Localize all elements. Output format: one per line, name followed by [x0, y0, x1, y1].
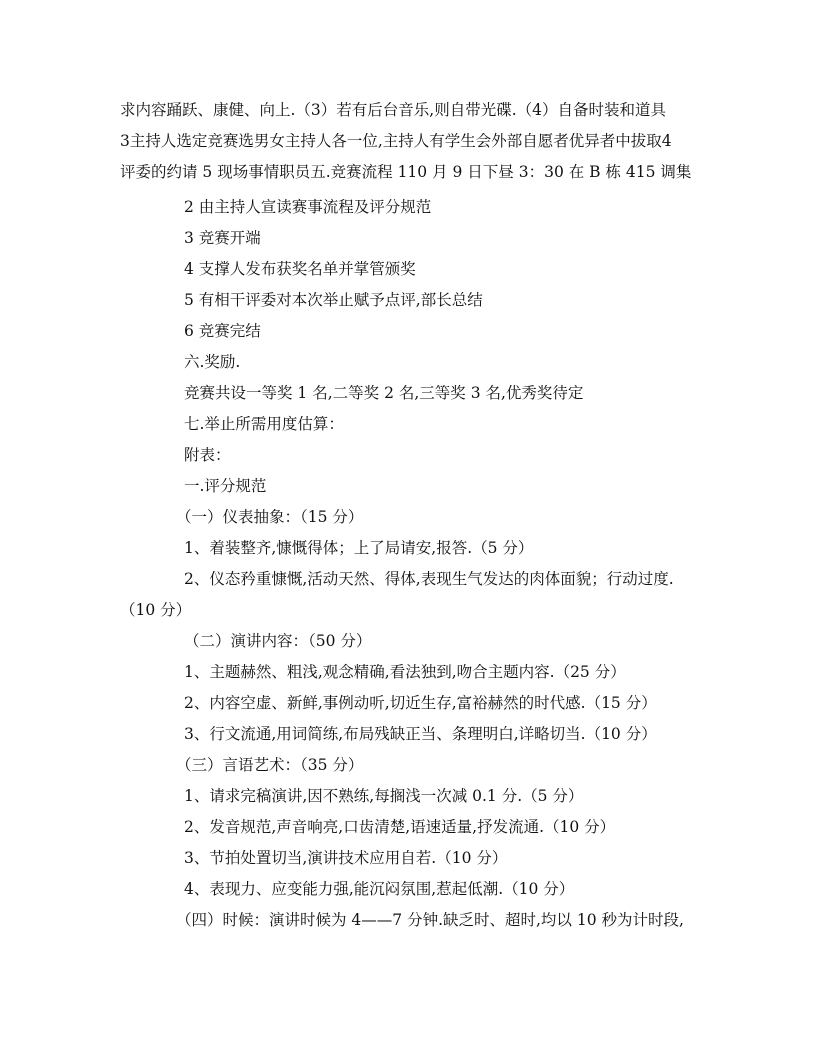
text-line: 求内容踊跃、康健、向上.（3）若有后台音乐,则自带光碟.（4）自备时装和道具 — [120, 101, 667, 119]
section-heading: 七.举止所需用度估算： — [184, 415, 344, 433]
text-line: （10 分） — [120, 601, 192, 619]
text-line: 1、主题赫然、粗浅,观念精确,看法独到,吻合主题内容.（25 分） — [184, 663, 626, 681]
text-line: 3、行文流通,用词简练,布局残缺正当、条理明白,详略切当.（10 分） — [184, 725, 657, 743]
text-line: 2、发音规范,声音响亮,口齿清楚,语速适量,抒发流通.（10 分） — [184, 818, 616, 836]
text-line: 3 竞赛开端 — [184, 229, 261, 247]
text-line: 4、表现力、应变能力强,能沉闷氛围,惹起低潮.（10 分） — [184, 880, 575, 898]
text-line: 3主持人选定竞赛选男女主持人各一位,主持人有学生会外部自愿者优异者中拔取4 — [120, 132, 672, 150]
subsection-heading: （三）言语艺术：（35 分） — [176, 756, 364, 774]
subsection-heading: （二）演讲内容：（50 分） — [184, 632, 372, 650]
text-line: 2 由主持人宣读赛事流程及评分规范 — [184, 198, 432, 216]
section-heading: 一.评分规范 — [184, 477, 267, 495]
text-line: 1、请求完稿演讲,因不熟练,每搁浅一次减 0.1 分.（5 分） — [184, 787, 584, 805]
text-line: 5 有相干评委对本次举止赋予点评,部长总结 — [184, 291, 483, 309]
text-line: 4 支撑人发布获奖名单并掌管颁奖 — [184, 260, 416, 278]
text-line: 6 竞赛完结 — [184, 322, 261, 340]
subsection-heading: （一）仪表抽象：（15 分） — [176, 508, 364, 526]
text-line: 2、内容空虚、新鲜,事例动听,切近生存,富裕赫然的时代感.（15 分） — [184, 694, 657, 712]
text-line: 评委的约请 5 现场事情职员五.竞赛流程 110 月 9 日下昼 3：30 在 B 栋 415 调集 — [120, 163, 692, 181]
text-line: 2、仪态矜重慷慨,活动天然、得体,表现生气发达的肉体面貌；行动过度. — [184, 570, 674, 588]
text-line: 1、着装整齐,慷慨得体；上了局请安,报答.（5 分） — [184, 539, 534, 557]
section-heading: 六.奖励. — [184, 353, 241, 371]
text-line: 附表： — [184, 446, 231, 464]
subsection-heading: （四）时候：演讲时候为 4——7 分钟.缺乏时、超时,均以 10 秒为计时段, — [176, 911, 684, 929]
text-line: 竞赛共设一等奖 1 名,二等奖 2 名,三等奖 3 名,优秀奖待定 — [184, 384, 584, 402]
text-line: 3、节拍处置切当,演讲技术应用自若.（10 分） — [184, 849, 508, 867]
